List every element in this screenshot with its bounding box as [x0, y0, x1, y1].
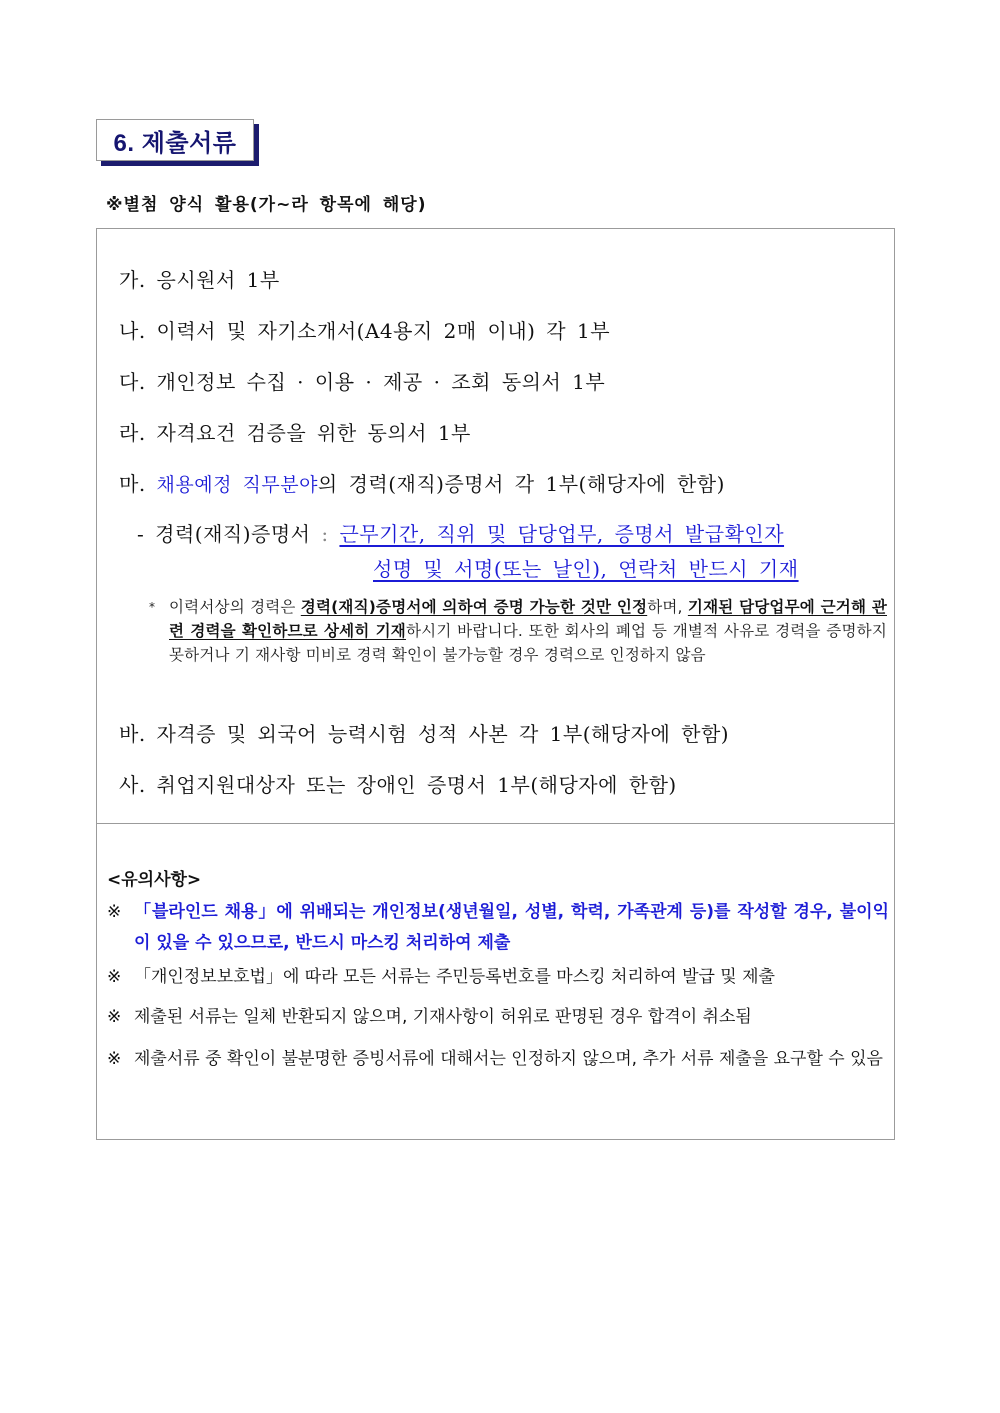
- section-title: 6. 제출서류: [113, 129, 237, 157]
- caution-text: 「블라인드 채용」에 위배되는 개인정보(생년월일, 성별, 학력, 가족관계 등)를 작성할 경우, 불이익이 있을 수 있으므로, 반드시 마스킹 처리하여 제출: [134, 902, 889, 953]
- career-cert-line: [137, 518, 784, 547]
- note-text: 하며,: [647, 598, 688, 616]
- document-item-ga: [119, 264, 280, 293]
- item-label: 바.: [119, 722, 146, 746]
- caution-item-unclear-docs: [107, 1044, 889, 1075]
- item-label: 다.: [119, 370, 146, 394]
- job-field-highlight: 채용예정 직무분야: [156, 474, 318, 496]
- document-item-da: [119, 366, 605, 395]
- documents-box: [96, 228, 895, 1140]
- item-label: 가.: [119, 268, 146, 292]
- note-emphasis-1: 경력(재직)증명서에 의하여 증명 가능한 것만 인정: [300, 598, 648, 616]
- career-cert-requirement-2: 성명 및 서명(또는 날인), 연락처 반드시 기재: [373, 557, 799, 581]
- item-label: 사.: [119, 773, 146, 797]
- dash: -: [137, 522, 145, 546]
- caution-item-no-return: [107, 1002, 889, 1033]
- item-text: 이력서 및 자기소개서(A4용지 2매 이내) 각 1부: [156, 319, 611, 343]
- section-divider: [97, 823, 894, 824]
- caution-item-blind: [107, 897, 889, 959]
- asterisk-mark: *: [149, 600, 156, 614]
- reference-mark: ※: [107, 902, 122, 922]
- item-text: 자격증 및 외국어 능력시험 성적 사본 각 1부(해당자에 한함): [156, 722, 730, 746]
- item-label: 마.: [119, 472, 146, 496]
- document-item-ma: [119, 468, 725, 497]
- note-emphasis-2: 기재된 담당업무에 근거해 관련 경력을 확인하므로 상세히 기재: [169, 598, 887, 640]
- note-text: 하시기 바랍니다. 또한 회사의 폐업 등 개별적 사유로 경력을 증명하지 못하거나 기 재사항 미비로 경력 확인이 불가능할 경우 경력으로 인정하지 않음: [169, 622, 887, 664]
- document-item-ra: [119, 417, 471, 446]
- item-text: 응시원서 1부: [156, 268, 280, 292]
- caution-item-privacy-law: [107, 962, 889, 993]
- item-text: 개인정보 수집 · 이용 · 제공 · 조회 동의서 1부: [156, 370, 606, 394]
- colon: :: [321, 522, 329, 546]
- career-cert-requirement-1: 근무기간, 직위 및 담당업무, 증명서 발급확인자: [339, 522, 785, 546]
- career-note: [149, 595, 887, 667]
- caution-text: 제출서류 중 확인이 불분명한 증빙서류에 대해서는 인정하지 않으며, 추가 서류 제출을 요구할 수 있음: [134, 1049, 883, 1069]
- note-text: 이력서상의 경력은: [169, 598, 301, 616]
- item-text: 의 경력(재직)증명서 각 1부(해당자에 한함): [317, 472, 725, 496]
- item-label: 라.: [119, 421, 146, 445]
- item-text: 취업지원대상자 또는 장애인 증명서 1부(해당자에 한함): [156, 773, 677, 797]
- attachment-form-note: ※별첨 양식 활용(가~라 항목에 해당): [106, 195, 427, 215]
- document-item-sa: [119, 769, 677, 798]
- reference-mark: ※: [107, 1007, 122, 1027]
- cautions-title: <유의사항>: [107, 870, 202, 890]
- reference-mark: ※: [107, 967, 122, 987]
- career-cert-label: 경력(재직)증명서: [155, 522, 311, 546]
- item-label: 나.: [119, 319, 146, 343]
- section-header: [96, 119, 254, 161]
- document-item-na: [119, 315, 610, 344]
- caution-text: 제출된 서류는 일체 반환되지 않으며, 기재사항이 허위로 판명된 경우 합격이 취소됨: [134, 1007, 752, 1027]
- item-text: 자격요건 검증을 위한 동의서 1부: [156, 421, 471, 445]
- reference-mark: ※: [107, 1049, 122, 1069]
- caution-text: 「개인정보보호법」에 따라 모든 서류는 주민등록번호를 마스킹 처리하여 발급 및 제출: [134, 967, 775, 987]
- document-item-ba: [119, 718, 729, 747]
